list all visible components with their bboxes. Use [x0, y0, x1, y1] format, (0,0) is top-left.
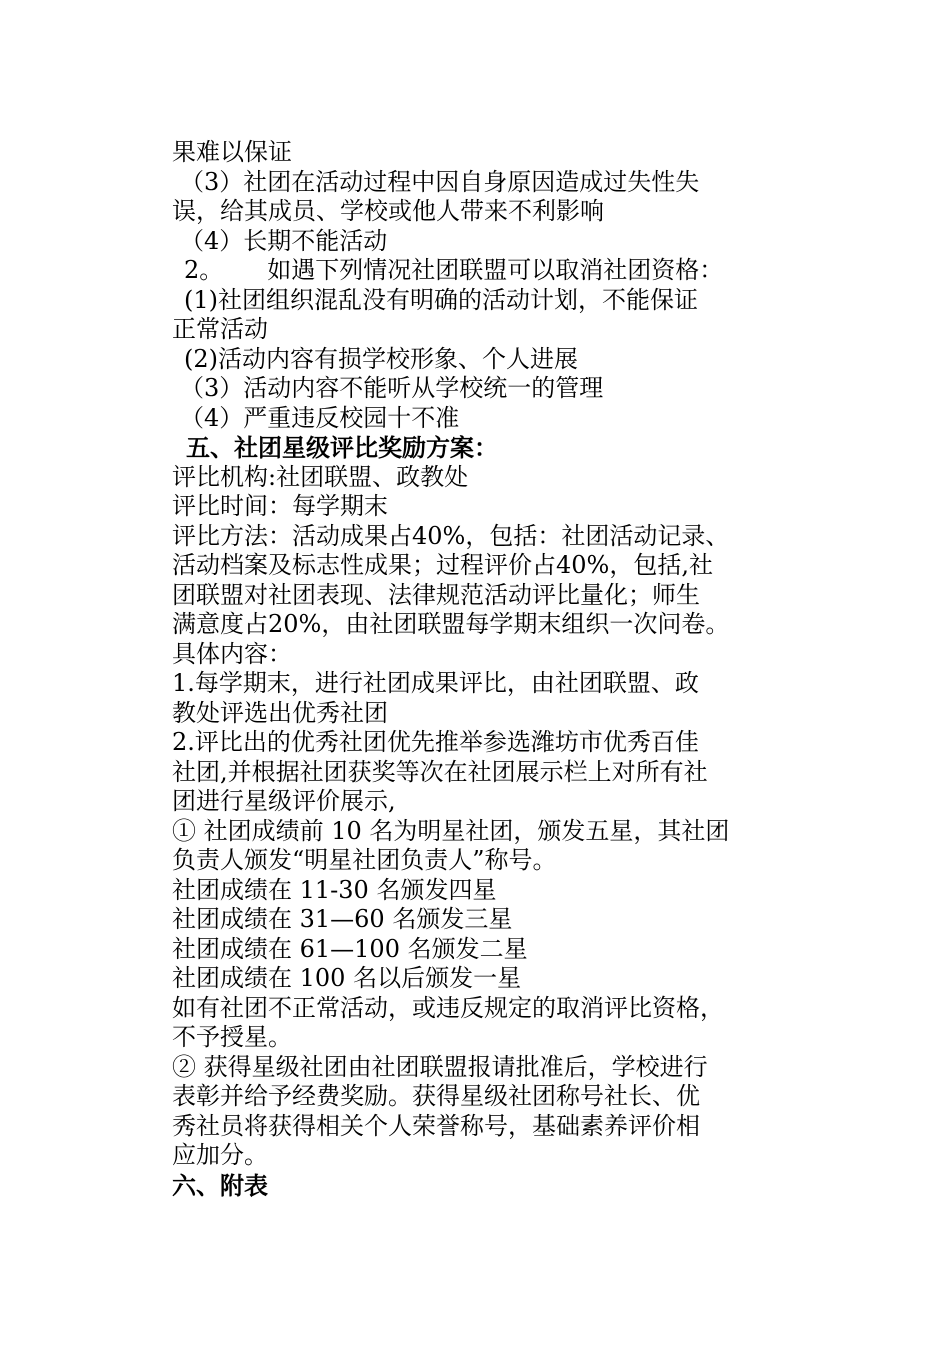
- paragraph-line: 满意度占20%，由社团联盟每学期末组织一次问卷。: [172, 610, 730, 638]
- paragraph-line: 误，给其成员、学校或他人带来不利影响: [172, 197, 604, 225]
- paragraph-line: 正常活动: [172, 315, 268, 343]
- item-text: 如遇下列情况社团联盟可以取消社团资格：: [267, 256, 724, 284]
- paragraph-line: ① 社团成绩前 10 名为明星社团，颁发五星，其社团: [172, 816, 730, 845]
- list-item: (2)活动内容有损学校形象、个人进展: [184, 344, 578, 373]
- item-number: 2。: [184, 256, 224, 284]
- paragraph-line: 社团成绩在 31—60 名颁发三星: [172, 905, 513, 933]
- section-heading: 六、附表: [172, 1170, 268, 1200]
- list-item: （3）社团在活动过程中因自身原因造成过失性失: [180, 167, 700, 196]
- paragraph-line: 社团成绩在 11-30 名颁发四星: [172, 875, 497, 904]
- list-item: （4）严重违反校园十不准: [180, 403, 460, 432]
- paragraph-line: 1.每学期末，进行社团成果评比，由社团联盟、政: [172, 669, 699, 697]
- paragraph-line: 果难以保证: [172, 138, 292, 166]
- list-item: （3）活动内容不能听从学校统一的管理: [180, 374, 604, 402]
- paragraph-line: 评比方法：活动成果占40%，包括：社团活动记录、: [172, 521, 730, 550]
- paragraph-line: 社团成绩在 100 名以后颁发一星: [172, 964, 522, 992]
- paragraph-line: 表彰并给予经费奖励。获得星级社团称号社长、优: [172, 1082, 700, 1110]
- paragraph-line: 负责人颁发“明星社团负责人”称号。: [172, 846, 557, 874]
- list-item: (1)社团组织混乱没有明确的活动计划，不能保证: [184, 285, 698, 314]
- paragraph-line: 评比时间：每学期末: [172, 492, 388, 520]
- list-item: （4）长期不能活动: [180, 226, 388, 255]
- paragraph-line: 社团成绩在 61—100 名颁发二星: [172, 934, 528, 963]
- paragraph-line: 活动档案及标志性成果；过程评价占40%，包括,社: [172, 551, 713, 579]
- paragraph-line: 教处评选出优秀社团: [172, 698, 388, 727]
- paragraph-line: 如有社团不正常活动，或违反规定的取消评比资格，: [172, 993, 724, 1022]
- numbered-item: [172, 256, 787, 286]
- section-heading: 五、社团星级评比奖励方案：: [186, 433, 498, 462]
- paragraph-line: 团进行星级评价展示,: [172, 787, 396, 815]
- paragraph-line: 团联盟对社团表现、法律规范活动评比量化；师生: [172, 580, 700, 609]
- paragraph-line: ② 获得星级社团由社团联盟报请批准后，学校进行: [172, 1052, 708, 1081]
- paragraph-line: 应加分。: [172, 1141, 268, 1169]
- paragraph-line: 2.评比出的优秀社团优先推举参选潍坊市优秀百佳: [172, 728, 699, 756]
- paragraph-line: 不予授星。: [172, 1023, 292, 1051]
- paragraph-line: 秀社员将获得相关个人荣誉称号，基础素养评价相: [172, 1111, 700, 1140]
- paragraph-line: 社团,并根据社团获奖等次在社团展示栏上对所有社: [172, 757, 708, 786]
- paragraph-line: 具体内容：: [172, 639, 292, 668]
- paragraph-line: 评比机构:社团联盟、政教处: [172, 462, 469, 491]
- document-page: [172, 138, 787, 1200]
